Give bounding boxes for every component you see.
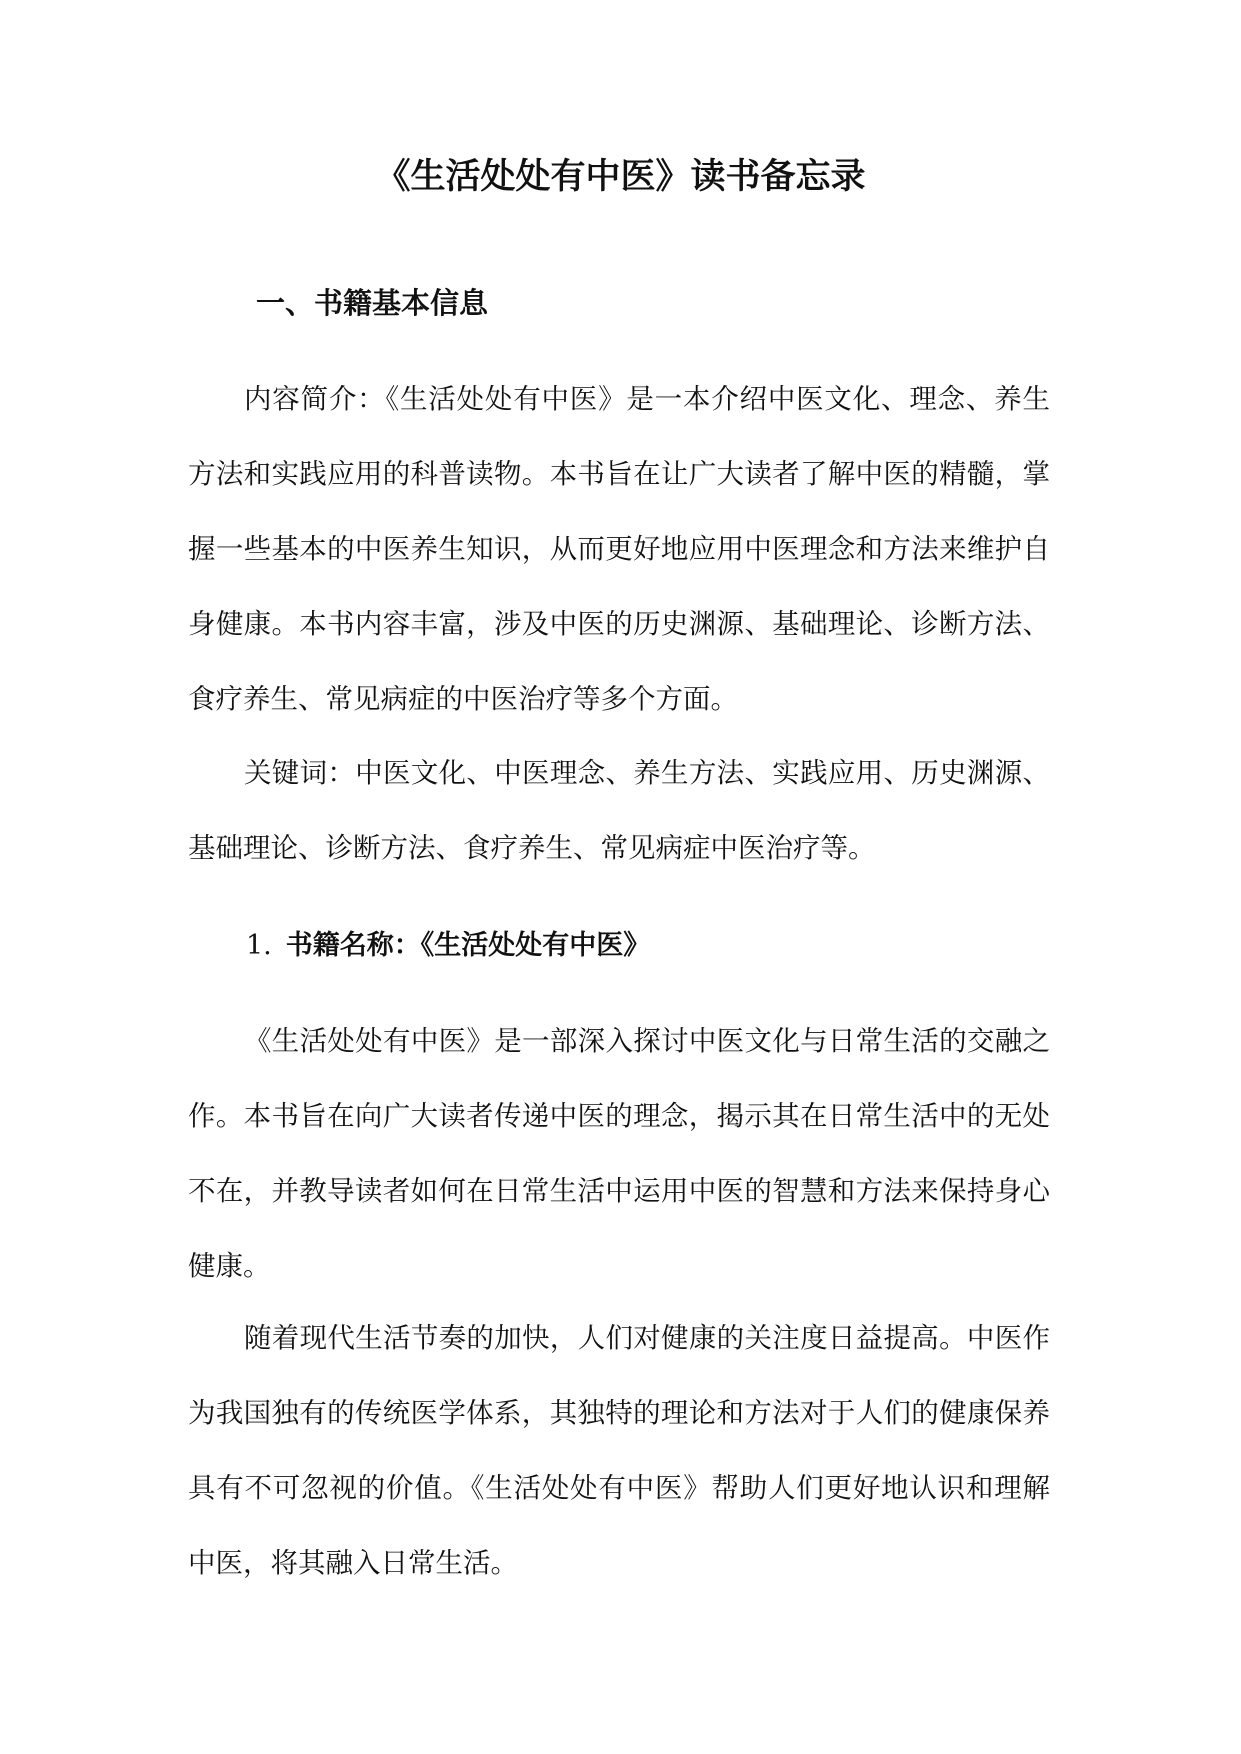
subsection-heading-text: 书籍名称：《生活处处有中医》: [285, 930, 651, 961]
book-value-paragraph: 随着现代生活节奏的加快，人们对健康的关注度日益提高。中医作为我国独有的传统医学体系，其独特的理论和方法对于人们的健康保养具有不可忽视的价值。《生活处处有中医》帮助人们更好地认识和理解中医，将其融入日常生活。: [188, 1322, 1050, 1579]
keywords-paragraph: 关键词：中医文化、中医理念、养生方法、实践应用、历史渊源、基础理论、诊断方法、食疗养生、常见病症中医治疗等。: [188, 757, 1050, 864]
section-heading-basic-info: 一、书籍基本信息: [256, 286, 489, 320]
intro-paragraph: 内容简介：《生活处处有中医》是一本介绍中医文化、理念、养生方法和实践应用的科普读物。本书旨在让广大读者了解中医的精髓，掌握一些基本的中医养生知识，从而更好地应用中医理念和方法来维护自身健康。本书内容丰富，涉及中医的历史渊源、基础理论、诊断方法、食疗养生、常见病症的中医治疗等多个方面。: [188, 383, 1050, 715]
book-description-paragraph: 《生活处处有中医》是一部深入探讨中医文化与日常生活的交融之作。本书旨在向广大读者传递中医的理念，揭示其在日常生活中的无处不在，并教导读者如何在日常生活中运用中医的智慧和方法来保持身心健康。: [188, 1025, 1050, 1282]
document-title: 《生活处处有中医》读书备忘录: [375, 157, 866, 197]
subsection-heading-book-name: [246, 926, 650, 966]
subsection-number: 1.: [246, 930, 272, 961]
